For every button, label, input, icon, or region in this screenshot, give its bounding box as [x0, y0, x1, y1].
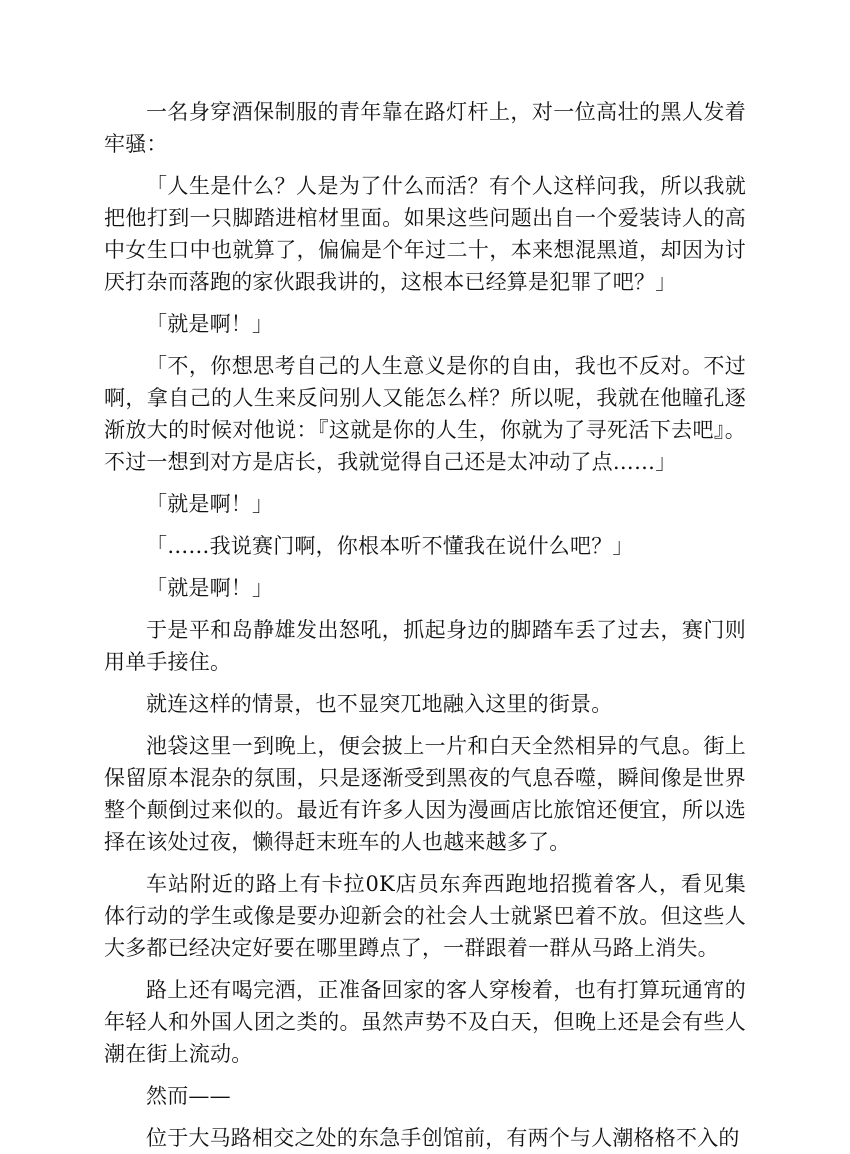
paragraph: 「不，你想思考自己的人生意义是你的自由，我也不反对。不过啊，拿自己的人生来反问别人又能怎么样？所以呢，我就在他瞳孔逐渐放大的时候对他说：『这就是你的人生，你就为了寻死活下去吧』。不过一想到对方是店长，我就觉得自己还是太冲动了点……」	[104, 354, 746, 474]
paragraph: 「就是啊！」	[146, 576, 274, 600]
paragraph: 车站附近的路上有卡拉0K店员东奔西跑地招揽着客人，看见集体行动的学生或像是要办迎新会的社会人士就紧巴着不放。但这些人大多都已经决定好要在哪里蹲点了，一群跟着一群从马路上消失。	[104, 872, 746, 960]
paragraph: 「就是啊！」	[146, 492, 274, 516]
paragraph: 池袋这里一到晚上，便会披上一片和白天全然相异的气息。街上保留原本混杂的氛围，只是逐渐受到黑夜的气息吞噬，瞬间像是世界整个颠倒过来似的。最近有许多人因为漫画店比旅馆还便宜，所以选择在该处过夜，懒得赶末班车的人也越来越多了。	[104, 734, 746, 854]
paragraph: 路上还有喝完酒，正准备回家的客人穿梭着，也有打算玩通宵的年轻人和外国人团之类的。虽然声势不及白天，但晚上还是会有些人潮在街上流动。	[104, 978, 746, 1066]
paragraph: 于是平和岛静雄发出怒吼，抓起身边的脚踏车丢了过去，赛门则用单手接住。	[104, 618, 746, 674]
paragraph: 「……我说赛门啊，你根本听不懂我在说什么吧？」	[146, 534, 634, 558]
paragraph: 一名身穿酒保制服的青年靠在路灯杆上，对一位高壮的黑人发着牢骚：	[104, 100, 746, 156]
paragraph: 然而——	[146, 1084, 231, 1108]
text-body	[104, 96, 746, 1154]
paragraph: 就连这样的情景，也不显突兀地融入这里的街景。	[146, 692, 613, 716]
paragraph: 「就是啊！」	[146, 312, 274, 336]
paragraph: 位于大马路相交之处的东急手创馆前，有两个与人潮格格不入的	[146, 1126, 740, 1150]
paragraph: 「人生是什么？人是为了什么而活？有个人这样问我，所以我就把他打到一只脚踏进棺材里面。如果这些问题出自一个爱装诗人的高中女生口中也就算了，偏偏是个年过二十，本来想混黑道，却因为讨厌打杂而落跑的家伙跟我讲的，这根本已经算是犯罪了吧？」	[104, 174, 746, 294]
